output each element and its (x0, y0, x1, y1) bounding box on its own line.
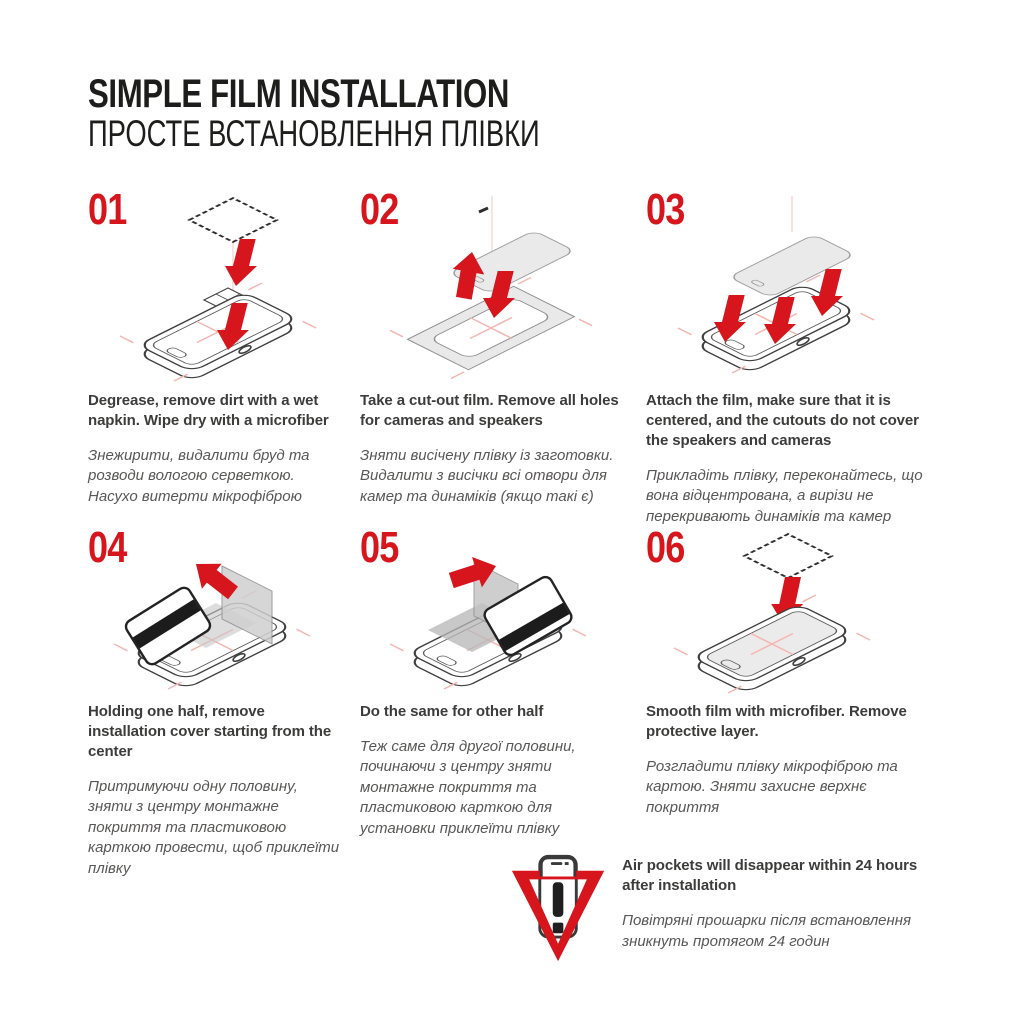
step-number: 03 (646, 185, 685, 234)
step-text-ua: Розгладити плівку мікрофіброю та картою. Зняти захисне верхнє покриття (646, 757, 898, 816)
step-text-en: Do the same for other half (360, 702, 544, 720)
step-text-ua: Притримуючи одну половину, зняти з центру монтажне покриття та пластиковою карткою провести, щоб приклеїти плівку (88, 777, 340, 877)
warning-note (510, 850, 920, 978)
warning-text-ua: Повітряні прошарки після встановлення зникнуть протягом 24 годин (622, 912, 912, 950)
phone-exclamation-triangle-icon (510, 850, 606, 978)
step-text-en: Holding one half, remove installation cover starting from the center (88, 702, 332, 760)
step-number: 02 (360, 185, 399, 234)
step-04 (88, 523, 346, 894)
warning-text-en: Air pockets will disappear within 24 hours after installation (622, 857, 918, 894)
attach-film-to-phone-icon (670, 190, 885, 385)
title-english: SIMPLE FILM INSTALLATION (88, 72, 510, 116)
step-text-en: Smooth film with microfiber. Remove protective layer. (646, 702, 907, 740)
step-number: 05 (360, 523, 399, 572)
napkin-wipe-phone-icon (112, 190, 327, 385)
step-03 (646, 185, 924, 542)
peel-cover-with-card-icon (104, 530, 329, 696)
step-text-en: Attach the film, make sure that it is centered, and the cutouts do not cover the speakers and cameras (646, 391, 919, 449)
smooth-with-microfiber-icon (662, 530, 887, 696)
step-text-en: Take a cut-out film. Remove all holes for cameras and speakers (360, 391, 619, 429)
page-header (88, 74, 698, 152)
step-number: 06 (646, 523, 685, 572)
title-ukrainian: ПРОСТЕ ВСТАНОВЛЕННЯ ПЛІВКИ (88, 113, 540, 154)
step-number: 01 (88, 185, 127, 234)
step-text-en: Degrease, remove dirt with a wet napkin. Wipe dry with a microfiber (88, 391, 329, 429)
step-02 (360, 185, 624, 522)
step-text-ua: Прикладіть плівку, переконайтесь, що вона відцентрована, а вирізи не перекривають динаміків та камер (646, 466, 923, 525)
step-06 (646, 523, 924, 833)
step-text-ua: Зняти висічену плівку із заготовки. Видалити з висічки всі отвори для камер та динаміків (якщо такі є) (360, 446, 614, 505)
step-text-ua: Теж саме для другої половини, починаючи з центру зняти монтажне покриття та пластиковою карткою для установки приклеїти плівку (360, 737, 576, 837)
peel-other-half-card-icon (376, 530, 601, 696)
step-01 (88, 185, 340, 522)
step-number: 04 (88, 523, 127, 572)
cut-out-film-sheet-icon (384, 190, 599, 385)
step-text-ua: Знежирити, видалити бруд та розводи вологою серветкою. Насухо витерти мікрофіброю (88, 446, 310, 505)
step-05 (360, 523, 630, 854)
